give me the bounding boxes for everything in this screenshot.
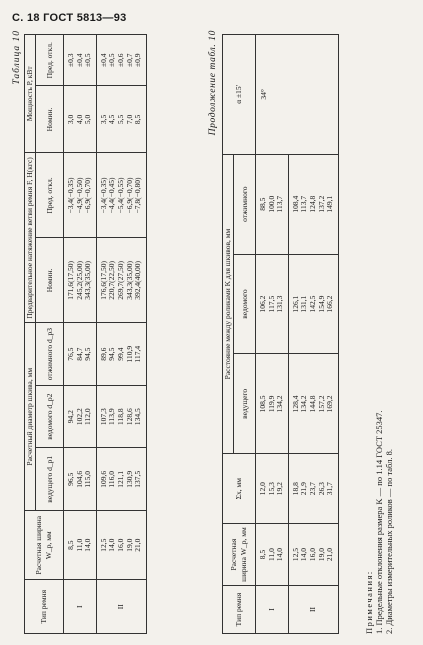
value-w: 21,0 [133, 538, 143, 552]
cell-f [64, 238, 97, 323]
cont-col-idler-header: отжимного [234, 154, 256, 254]
col-power-nom-header: Номин. [36, 86, 64, 153]
value-sx: 18,8 [290, 482, 300, 496]
value-sx: 19,2 [275, 482, 285, 496]
value-k1: 157,2 [316, 395, 326, 413]
value-w: 11,0 [74, 538, 84, 552]
value-w: 16,0 [115, 538, 125, 552]
value-k2: 131,1 [299, 295, 309, 313]
notes [364, 410, 394, 634]
value-w: 11,0 [266, 548, 276, 562]
value-p: 3,0 [66, 114, 75, 125]
value-d1: 104,6 [74, 470, 84, 488]
value-sx: 26,3 [316, 482, 326, 496]
cell-k2 [288, 254, 338, 354]
value-w: 14,0 [107, 538, 117, 552]
value-w: 12,5 [98, 538, 108, 552]
value-k3: 137,2 [316, 195, 326, 213]
value-w: 8,5 [66, 540, 75, 550]
cell-pdev [96, 35, 146, 86]
value-k2: 126,1 [290, 295, 300, 313]
col-type-header: Тип ремня [25, 580, 64, 634]
value-f: 171,6(17,50) [66, 261, 75, 300]
value-k2: 154,9 [316, 295, 326, 313]
value-w: 12,5 [290, 548, 300, 562]
col-d1-header: ведущего d_p1 [36, 448, 64, 511]
value-sx: 31,7 [325, 482, 335, 496]
cell-k3 [288, 154, 338, 254]
table-10 [24, 34, 147, 634]
value-w: 8,5 [258, 549, 267, 560]
value-f: 343,3(35,00) [83, 261, 93, 300]
cell-k1 [288, 354, 338, 454]
cell-d3 [96, 323, 146, 386]
value-d1: 130,9 [124, 470, 134, 488]
notes-title: Примечания: [364, 570, 374, 634]
belt-type-cell: I [256, 586, 289, 634]
value-d3: 94,5 [83, 347, 93, 361]
value-d2: 113,9 [107, 408, 117, 426]
cell-sx [288, 454, 338, 524]
cell-d1 [96, 448, 146, 511]
value-f: 245,2(25,00) [74, 261, 84, 300]
col-tension-group-header: Предварительное натяжение ветви ремня F, Н(кгс) [25, 153, 36, 323]
cont-col-driven-header: ведомого [234, 254, 256, 354]
value-w: 14,0 [83, 538, 93, 552]
table-10-continuation [222, 34, 339, 634]
cell-d1 [64, 448, 97, 511]
value-k3: 124,8 [307, 195, 317, 213]
value-f: 392,4(40,00) [133, 261, 143, 300]
value-k1: 169,2 [325, 395, 335, 413]
table-row [256, 35, 289, 634]
value-w: 14,0 [275, 548, 285, 562]
value-pdev: ±0,5 [83, 53, 93, 67]
value-p: 8,5 [133, 114, 143, 125]
cell-p [96, 86, 146, 153]
value-k1: 108,5 [258, 395, 267, 413]
value-k3: 100,0 [266, 195, 276, 213]
cont-col-type-header: Тип ремня [223, 586, 256, 634]
cell-k1 [256, 354, 289, 454]
rotated-page-content [12, 28, 407, 638]
cont-col-k-group-header: Расстояние между роликами K для шкивов, мм [223, 154, 234, 454]
belt-type-cell: II [96, 580, 146, 634]
value-d3: 94,5 [107, 347, 117, 361]
value-d2: 134,5 [133, 408, 143, 426]
col-d2-header: ведомого d_p2 [36, 385, 64, 448]
cell-sx [256, 454, 289, 524]
table-row [96, 35, 146, 634]
value-k1: 134,2 [275, 395, 285, 413]
cell-fdev [64, 153, 97, 238]
value-fdev: −7,8(−0,80) [133, 177, 143, 214]
value-sx: 23,7 [307, 482, 317, 496]
value-k1: 119,9 [266, 395, 276, 413]
value-fdev: −4,4(−0,45) [107, 177, 117, 214]
value-d2: 112,0 [83, 408, 93, 426]
value-fdev: −3,4(−0,35) [66, 177, 75, 214]
value-k2: 131,3 [275, 295, 285, 313]
table-row [64, 35, 97, 634]
cont-col-lead-header: ведущего [234, 354, 256, 454]
value-fdev: −6,9(−0,70) [83, 177, 93, 214]
value-sx: 12,0 [258, 482, 267, 496]
col-tension-nom-header: Номин. [36, 238, 64, 323]
cell-w [288, 524, 338, 586]
value-f: 269,7(27,50) [115, 261, 125, 300]
cell-w [64, 511, 97, 580]
value-k3: 108,4 [290, 195, 300, 213]
value-k3: 113,7 [275, 195, 285, 213]
value-w: 19,0 [316, 548, 326, 562]
page-header: С. 18 ГОСТ 5813—93 [12, 12, 127, 24]
value-sx: 21,9 [299, 482, 309, 496]
value-p: 5,0 [83, 114, 93, 125]
value-p: 4,5 [107, 114, 117, 125]
cell-pdev [64, 35, 97, 86]
alpha-value-cell: 34° [256, 35, 339, 155]
value-d3: 84,7 [74, 347, 84, 361]
value-d2: 107,3 [98, 408, 108, 426]
value-fdev: −3,4(−0,35) [98, 177, 108, 214]
value-d3: 76,5 [66, 347, 75, 361]
value-fdev: −4,9(−0,50) [74, 177, 84, 214]
value-w: 14,0 [299, 548, 309, 562]
cell-p [64, 86, 97, 153]
col-diameter-group-header: Расчетный диаметр шкива, мм [25, 323, 36, 511]
value-d3: 117,4 [133, 345, 143, 363]
value-k2: 142,5 [307, 295, 317, 313]
belt-type-cell: II [288, 586, 338, 634]
value-pdev: ±0,7 [124, 53, 134, 67]
value-k3: 113,7 [299, 195, 309, 213]
value-d3: 99,4 [115, 347, 125, 361]
col-power-dev-header: Пред. откл. [36, 35, 64, 86]
note-2: 2. Диаметры измерительных роликов — по табл. 8. [384, 448, 394, 634]
value-k3: 149,1 [325, 195, 335, 213]
value-d3: 89,6 [98, 347, 108, 361]
value-k1: 134,2 [299, 395, 309, 413]
value-pdev: ±0,4 [98, 53, 108, 67]
value-w: 19,0 [124, 538, 134, 552]
cell-d2 [96, 385, 146, 448]
cell-k3 [256, 154, 289, 254]
col-width-header: Расчетная ширина W_p, мм [25, 511, 64, 580]
value-f: 220,7(22,50) [107, 261, 117, 300]
cont-col-width-header: Расчетная ширина W_p, мм [223, 524, 256, 586]
value-fdev: −6,9(−0,70) [124, 177, 134, 214]
value-d1: 121,1 [115, 470, 125, 488]
value-d3: 110,9 [124, 345, 134, 363]
cell-d2 [64, 385, 97, 448]
value-k1: 144,8 [307, 395, 317, 413]
value-pdev: ±0,4 [74, 53, 84, 67]
col-power-group-header: Мощность P, кВт [25, 35, 36, 154]
value-pdev: ±0,5 [107, 53, 117, 67]
value-p: 7,0 [124, 114, 134, 125]
value-w: 16,0 [307, 548, 317, 562]
value-d1: 116,0 [107, 470, 117, 488]
col-tension-dev-header: Пред. откл. [36, 153, 64, 238]
value-k1: 128,4 [290, 395, 300, 413]
continuation-caption: Продолжение табл. 10 [208, 30, 218, 136]
value-f: 176,6(17,50) [98, 261, 108, 300]
value-d1: 137,5 [133, 470, 143, 488]
cont-col-alpha-header: α ±15' [223, 35, 256, 155]
value-d1: 115,0 [83, 470, 93, 488]
value-fdev: −5,4(−0,55) [115, 177, 125, 214]
value-d2: 118,8 [115, 408, 125, 426]
cont-col-sx-header: Σx, мм [223, 454, 256, 524]
table-caption: Таблица 10 [12, 30, 22, 85]
value-k2: 106,2 [258, 295, 267, 313]
value-pdev: ±0,3 [66, 53, 75, 67]
value-d1: 96,5 [66, 472, 75, 486]
value-d2: 128,6 [124, 408, 134, 426]
value-d2: 94,2 [66, 410, 75, 424]
cell-fdev [96, 153, 146, 238]
cell-w [256, 524, 289, 586]
value-p: 3,5 [98, 114, 108, 125]
value-k2: 166,2 [325, 295, 335, 313]
value-p: 4,0 [74, 114, 84, 125]
belt-type-cell: I [64, 580, 97, 634]
cell-k2 [256, 254, 289, 354]
value-sx: 15,3 [266, 482, 276, 496]
value-p: 5,5 [115, 114, 125, 125]
value-w: 21,0 [325, 548, 335, 562]
value-k2: 117,5 [266, 295, 276, 313]
value-pdev: ±0,6 [115, 53, 125, 67]
value-d1: 109,6 [98, 470, 108, 488]
value-pdev: ±0,9 [133, 53, 143, 67]
col-d3-header: отжимного d_p3 [36, 323, 64, 386]
cell-d3 [64, 323, 97, 386]
note-1: 1. Предельные отклонения размера K — по 1.14 ГОСТ 25347. [374, 410, 384, 634]
value-f: 343,3(35,00) [124, 261, 134, 300]
cell-f [96, 238, 146, 323]
cell-w [96, 511, 146, 580]
value-k3: 88,5 [258, 197, 267, 211]
value-d2: 102,2 [74, 408, 84, 426]
